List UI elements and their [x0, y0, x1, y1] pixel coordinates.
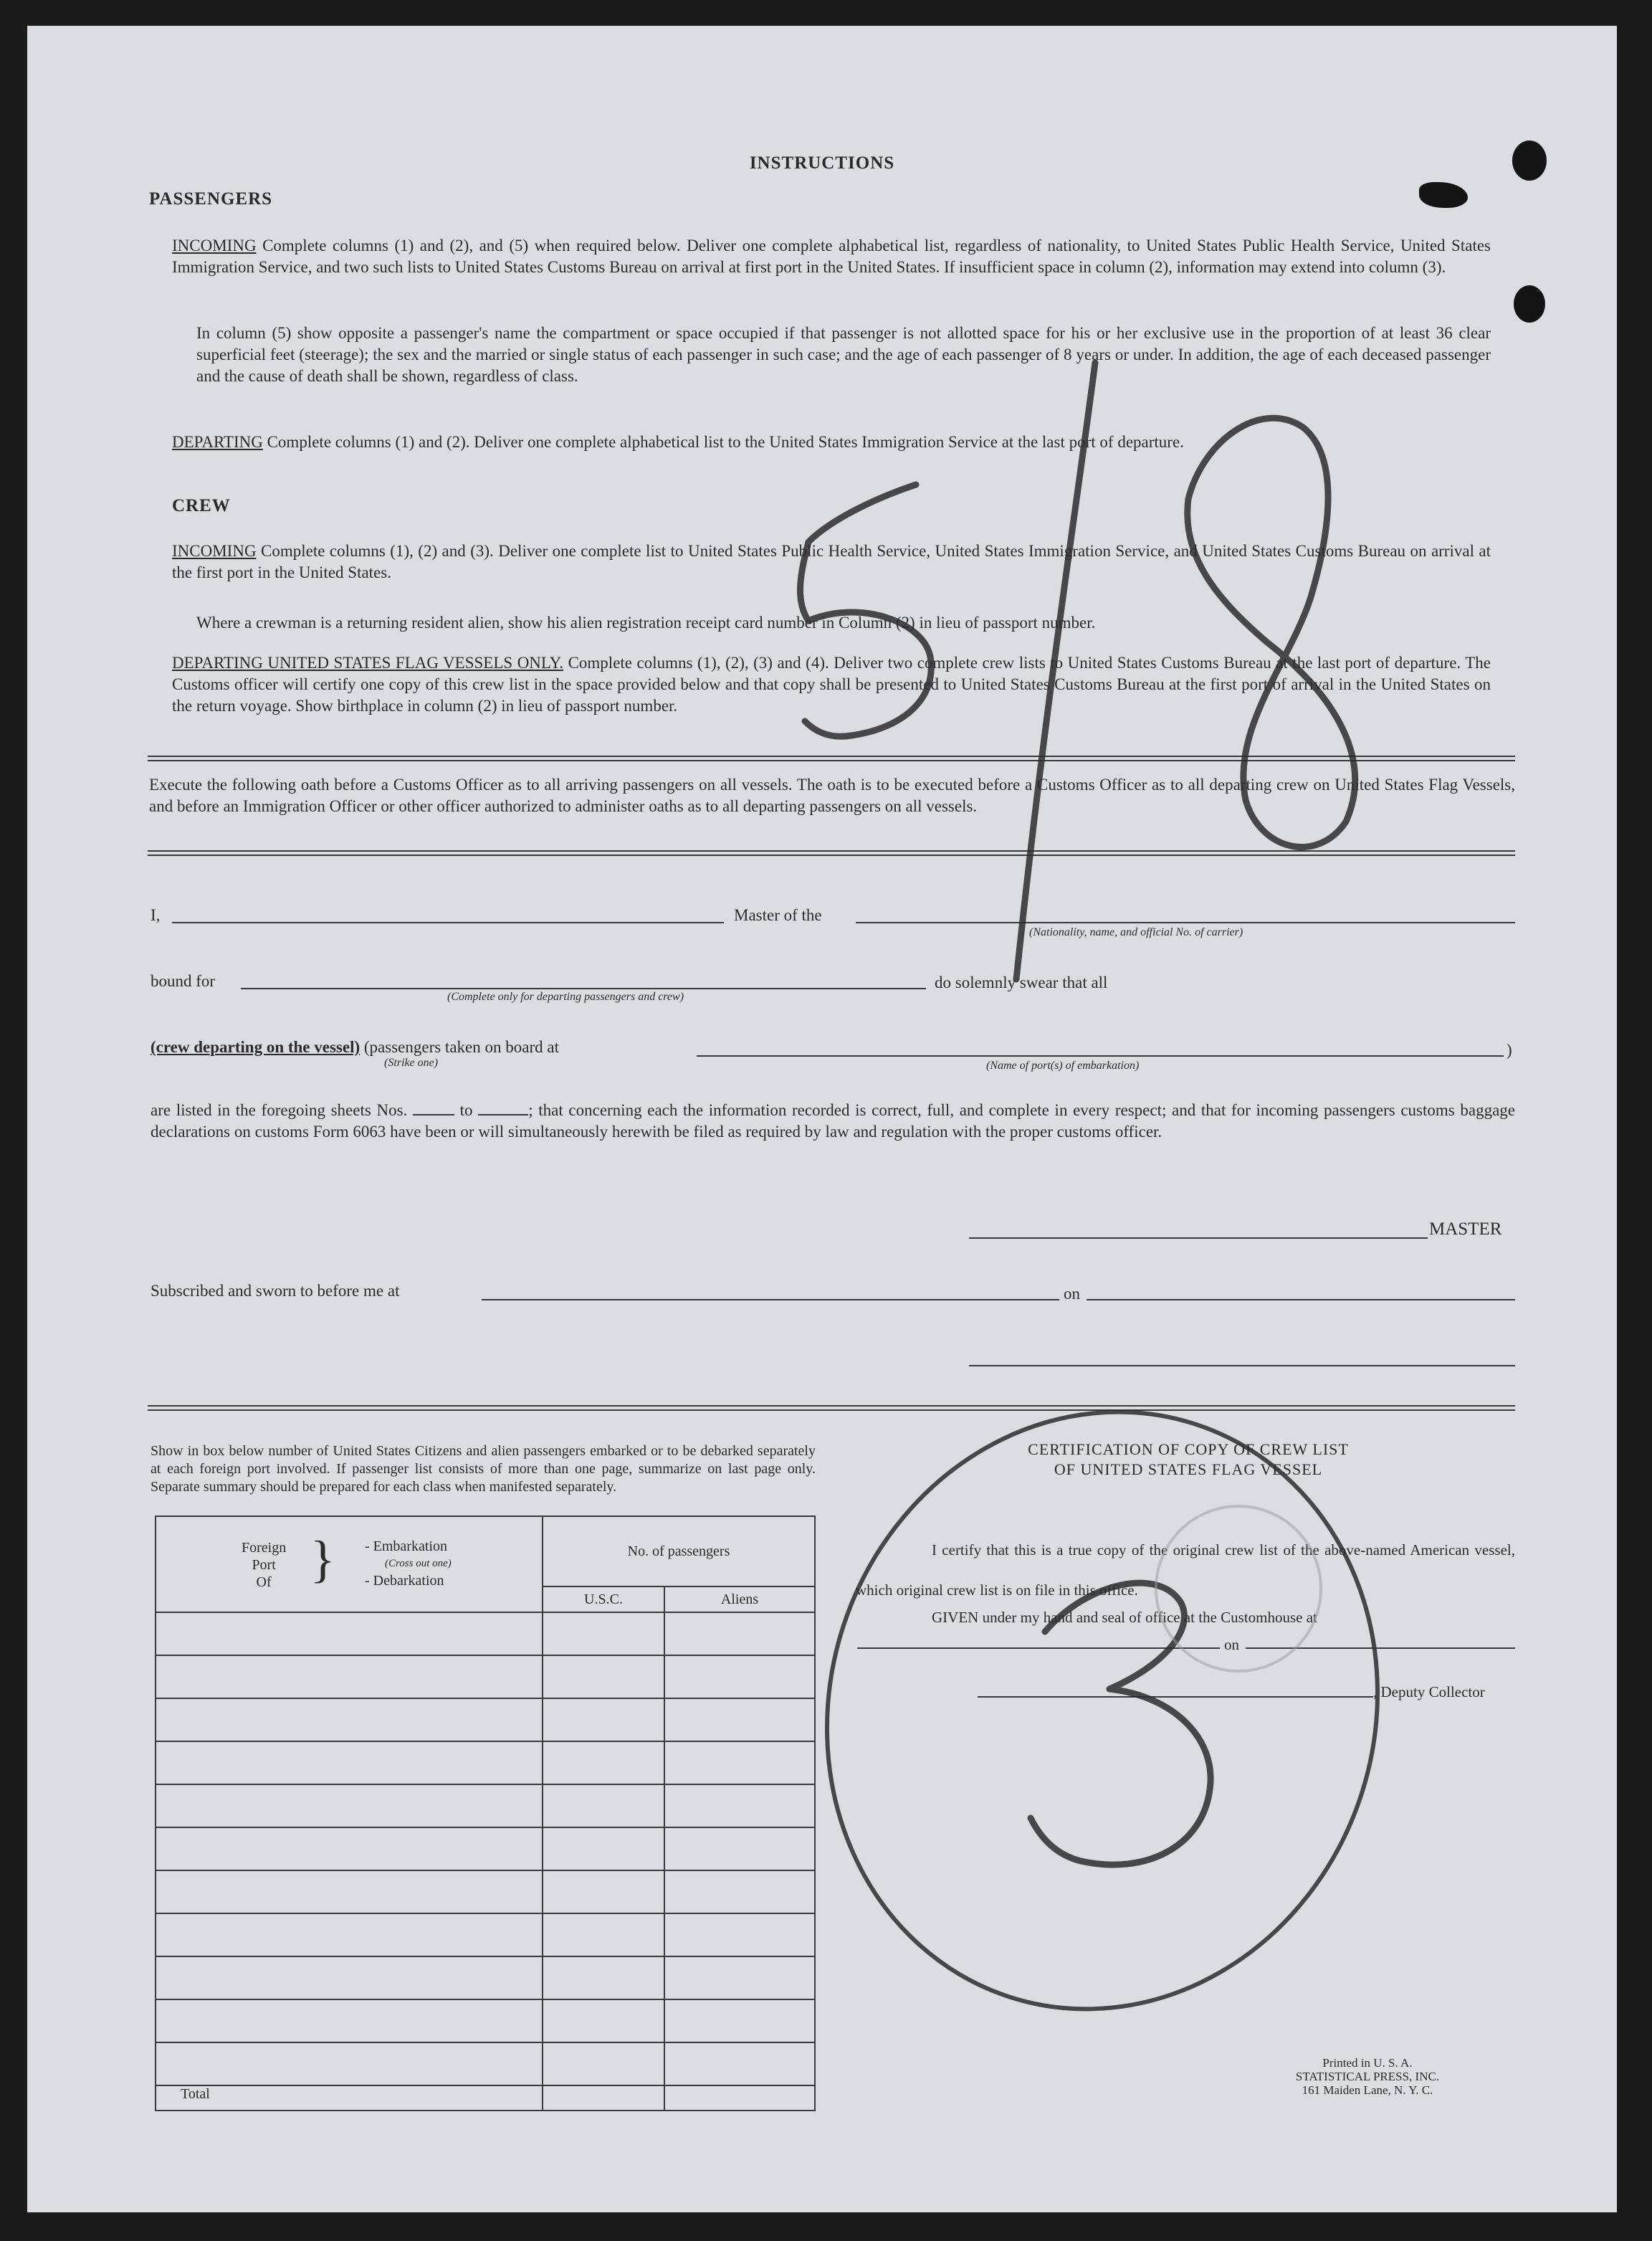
- document-sheet: [27, 26, 1617, 2212]
- faint-seal-stamp-icon: [1156, 1506, 1321, 1671]
- oath-intro: Execute the following oath before a Customs Officer as to all arriving passengers on all vessels. The oath is to be executed before a Customs Officer as to all departing crew on United States Flag Vessels, and before an Immigration Officer or other officer authorized to administer oaths as to all departing passengers on all vessels.: [149, 776, 1515, 815]
- sworn-on-label: on: [1064, 1285, 1080, 1303]
- oath-listed-a: are listed in the foregoing sheets Nos.: [151, 1101, 408, 1119]
- page-title: INSTRUCTIONS: [749, 153, 895, 173]
- no-passengers-header: No. of passengers: [543, 1516, 815, 1586]
- deputy-collector-label: , Deputy Collector: [1373, 1683, 1485, 1700]
- crew-resident-text: Where a crewman is a returning resident alien, show his alien registration receipt card number in Column (2) in lieu of passport number.: [196, 614, 1096, 632]
- oath-do-swear: do solemnly swear that all: [935, 974, 1108, 991]
- debarkation-label: - Debarkation: [365, 1573, 444, 1589]
- handwritten-bottom-text: 3: [1102, 1734, 1109, 1750]
- brace-icon: }: [310, 1531, 335, 1588]
- certification-title-line1: CERTIFICATION OF COPY OF CREW LIST: [1028, 1440, 1349, 1458]
- embarkation-label: - Embarkation: [365, 1538, 447, 1554]
- handwritten-five-icon: [800, 485, 931, 736]
- passengers-column5-text: In column (5) show opposite a passenger's name the compartment or space occupied if that passenger is not allotted space for his or her exclusive use in the proportion of at least 36 clear superficial feet (steerage); the sex and the married or single status of each passenger in such case; and the age of each passenger of 8 years or under. In addition, the age of each deceased passenger and the cause of death shall be shown, regardless of class.: [196, 324, 1491, 385]
- handwritten-circle-icon: [750, 1340, 1454, 2081]
- oath-master-of-the: Master of the: [734, 906, 822, 924]
- port-label: Port: [252, 1557, 276, 1573]
- crew-heading: CREW: [172, 496, 231, 515]
- crew-departing-text: Complete columns (1), (2), (3) and (4). Deliver two complete crew lists to United States Customs Bureau at the last port of departure. The Customs officer will certify one copy of this crew list in the space provided below and that copy shall be presented to United States Customs Bureau at the first port of arrival in the United States on the return voyage. Show birthplace in column (2) in lieu of passport number.: [172, 654, 1491, 715]
- crew-incoming-text: Complete columns (1), (2) and (3). Deliver one complete list to United States Public Health Service, United States Immigration Service, and United States Customs Bureau on arrival at the first port in the United States.: [172, 542, 1491, 581]
- handwritten-three-icon: [1031, 1583, 1211, 1865]
- passengers-incoming-label: INCOMING: [172, 237, 257, 254]
- total-label: Total: [156, 2085, 543, 2111]
- oath-bound-for: bound for: [151, 972, 216, 990]
- certification-given: GIVEN under my hand and seal of office at the Customhouse at: [932, 1609, 1317, 1626]
- bound-caption: (Complete only for departing passengers and crew): [447, 991, 684, 1003]
- handwritten-slash-icon: [1016, 363, 1095, 979]
- printer-line2: STATISTICAL PRESS, INC.: [1295, 2070, 1440, 2083]
- passengers-heading: PASSENGERS: [149, 189, 273, 209]
- oath-listed-to: to: [459, 1101, 473, 1119]
- handwritten-eight-icon: [1188, 418, 1355, 847]
- printer-line1: Printed in U. S. A.: [1322, 2056, 1413, 2070]
- subscribed-label: Subscribed and sworn to before me at: [151, 1282, 400, 1300]
- oath-listed-b: ; that concerning each the information recorded is correct, full, and complete in every respect; and that for incoming passengers customs baggage declarations on customs Form 6063 have been or will simultaneously herewith be filed as required by law and regulation with the proper customs officer.: [151, 1101, 1516, 1141]
- foreign-label: Foreign: [242, 1540, 287, 1556]
- certification-title-line2: OF UNITED STATES FLAG VESSEL: [1054, 1460, 1323, 1478]
- handwritten-marks: [27, 26, 1617, 2212]
- crew-incoming-label: INCOMING: [172, 542, 257, 560]
- crew-departing-label: DEPARTING UNITED STATES FLAG VESSELS ONLY.: [172, 654, 564, 672]
- oath-crew-departing: (crew departing on the vessel): [151, 1038, 361, 1056]
- summary-note: Show in box below number of United States Citizens and alien passengers embarked or to be debarked separately at each foreign port involved. If passenger list consists of more than one page, summarize on last page only. Separate summary should be prepared for each class when manifested separately.: [151, 1443, 816, 1495]
- master-label: MASTER: [1429, 1219, 1502, 1239]
- passengers-departing-label: DEPARTING: [172, 433, 263, 451]
- usc-header: U.S.C.: [543, 1586, 664, 1612]
- aliens-header: Aliens: [664, 1586, 815, 1612]
- certification-text: I certify that this is a true copy of the original crew list of the above-named American vessel, which original crew list is on file in this office.: [856, 1541, 1515, 1599]
- passengers-incoming-text: Complete columns (1) and (2), and (5) when required below. Deliver one complete alphabetical list, regardless of nationality, to United States Public Health Service, United States Immigration Service, and two such lists to United States Customs Bureau on arrival at first port in the United States. If insufficient space in column (2), information may extend into column (3).: [172, 237, 1491, 276]
- passengers-departing-text: Complete columns (1) and (2). Deliver one complete alphabetical list to the United States Immigration Service at the last port of departure.: [267, 433, 1184, 451]
- certification-on: on: [1224, 1636, 1239, 1653]
- carrier-caption: (Nationality, name, and official No. of carrier): [1029, 926, 1243, 938]
- strike-one-caption: (Strike one): [384, 1057, 439, 1069]
- port-caption: (Name of port(s) of embarkation): [986, 1060, 1140, 1072]
- oath-close-paren: ): [1507, 1041, 1512, 1059]
- oath-i-label: I,: [151, 906, 161, 924]
- oath-passengers-taken: (passengers taken on board at: [363, 1038, 559, 1056]
- of-label: Of: [256, 1574, 272, 1590]
- handwritten-top-text: 5/8: [959, 731, 978, 746]
- printer-line3: 161 Maiden Lane, N. Y. C.: [1302, 2083, 1433, 2097]
- cross-out-label: (Cross out one): [385, 1558, 452, 1569]
